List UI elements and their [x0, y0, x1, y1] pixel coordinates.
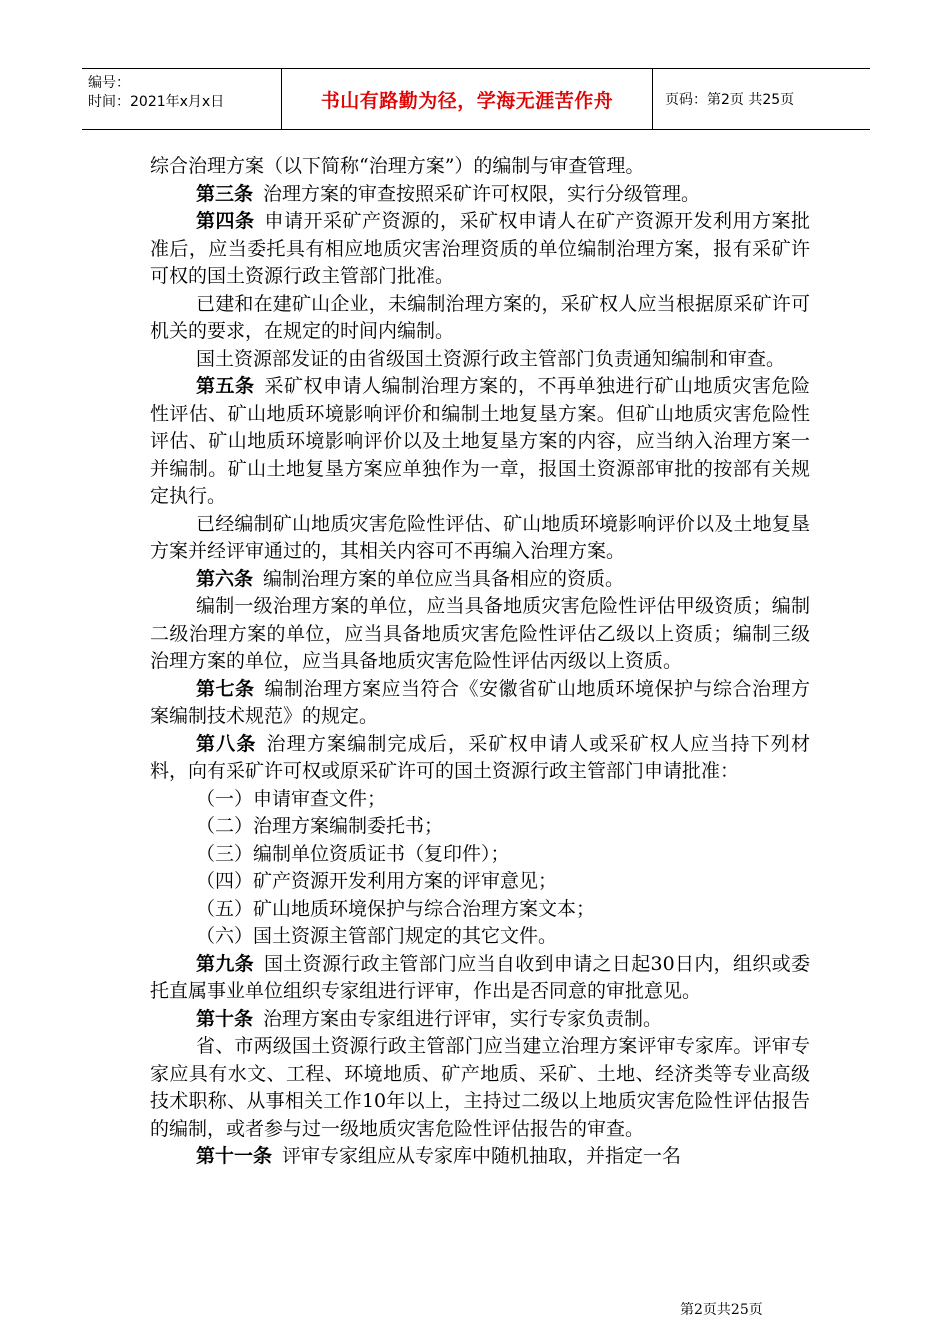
paragraph-text: （四）矿产资源开发利用方案的评审意见；	[196, 870, 558, 892]
paragraph-text: （二）治理方案编制委托书；	[196, 815, 444, 837]
page-footer: 第2页共25页	[680, 1302, 763, 1318]
document-number-label: 编号：	[88, 75, 130, 91]
paragraph-text: 国土资源行政主管部门应当自收到申请之日起30日内，组织或委托直属事业单位组织专家组进行评审，作出是否同意的审批意见。	[150, 952, 810, 1002]
paragraph-text: 治理方案由专家组进行评审，实行专家负责制。	[263, 1007, 663, 1030]
article-number: 第六条	[196, 567, 254, 590]
body-paragraph	[150, 786, 810, 814]
body-paragraph	[150, 813, 810, 841]
document-body	[150, 153, 810, 1171]
paragraph-text: 编制治理方案应当符合《安徽省矿山地质环境保护与综合治理方案编制技术规范》的规定。	[150, 677, 810, 727]
article-number: 第十一条	[196, 1145, 273, 1167]
article-paragraph	[150, 951, 810, 1006]
paragraph-text: （一）申请审查文件；	[196, 787, 387, 810]
paragraph-text: 综合治理方案（以下简称“治理方案”）的编制与审查管理。	[150, 155, 645, 177]
body-paragraph	[150, 923, 810, 951]
body-paragraph	[150, 896, 810, 924]
paragraph-text: 已经编制矿山地质灾害危险性评估、矿山地质环境影响评价以及土地复垦方案并经评审通过的，其相关内容可不再编入治理方案。	[150, 512, 810, 562]
paragraph-text: （三）编制单位资质证书（复印件）；	[196, 842, 510, 865]
header-page-info: 页码：第2页 共25页	[665, 92, 795, 108]
paragraph-text: 采矿权申请人编制治理方案的，不再单独进行矿山地质灾害危险性评估、矿山地质环境影响评价和编制土地复垦方案。但矿山地质灾害危险性评估、矿山地质环境影响评价以及土地复垦方案的内容，应当纳入治理方案一并编制。矿山土地复垦方案应单独作为一章，报国土资源部审批的按部有关规定执行。	[150, 375, 810, 507]
article-paragraph	[150, 208, 810, 291]
paragraph-text: 评审专家组应从专家库中随机抽取，并指定一名	[282, 1145, 682, 1167]
paragraph-text: 治理方案的审查按照采矿许可权限，实行分级管理。	[263, 182, 701, 205]
paragraph-text: （六）国土资源主管部门规定的其它文件。	[196, 925, 558, 947]
article-paragraph	[150, 676, 810, 731]
article-number: 第四条	[196, 210, 255, 232]
article-number: 第十条	[196, 1007, 254, 1030]
article-number: 第八条	[196, 732, 257, 755]
body-paragraph	[150, 291, 810, 346]
paragraph-text: 已建和在建矿山企业，未编制治理方案的，采矿权人应当根据原采矿许可机关的要求，在规定的时间内编制。	[150, 292, 810, 342]
article-paragraph	[150, 181, 810, 209]
article-number: 第九条	[196, 952, 254, 975]
page-header	[82, 68, 870, 130]
body-paragraph	[150, 841, 810, 869]
body-paragraph	[150, 346, 810, 374]
article-number: 第七条	[196, 677, 255, 700]
article-number: 第五条	[196, 375, 255, 397]
document-date: 时间：2021年x月x日	[88, 94, 225, 110]
body-paragraph	[150, 511, 810, 566]
article-paragraph	[150, 731, 810, 786]
article-number: 第三条	[196, 182, 254, 205]
article-paragraph	[150, 1006, 810, 1034]
paragraph-text: 编制一级治理方案的单位，应当具备地质灾害危险性评估甲级资质；编制二级治理方案的单位，应当具备地质灾害危险性评估乙级以上资质；编制三级治理方案的单位，应当具备地质灾害危险性评估丙级以上资质。	[150, 595, 810, 672]
body-paragraph	[150, 153, 810, 181]
article-paragraph	[150, 566, 810, 594]
paragraph-text: 省、市两级国土资源行政主管部门应当建立治理方案评审专家库。评审专家应具有水文、工程、环境地质、矿产地质、采矿、土地、经济类等专业高级技术职称、从事相关工作10年以上，主持过二级以上地质灾害危险性评估报告的编制，或者参与过一级地质灾害危险性评估报告的审查。	[150, 1035, 810, 1140]
body-paragraph	[150, 868, 810, 896]
header-motto: 书山有路勤为径，学海无涯苦作舟	[282, 69, 653, 129]
paragraph-text: 编制治理方案的单位应当具备相应的资质。	[263, 567, 625, 590]
paragraph-text: 治理方案编制完成后，采矿权申请人或采矿权人应当持下列材料，向有采矿许可权或原采矿许可的国土资源行政主管部门申请批准：	[150, 732, 810, 782]
paragraph-text: 申请开采矿产资源的，采矿权申请人在矿产资源开发利用方案批准后，应当委托具有相应地质灾害治理资质的单位编制治理方案，报有采矿许可权的国土资源行政主管部门批准。	[150, 210, 810, 287]
body-paragraph	[150, 1033, 810, 1143]
article-paragraph	[150, 1143, 810, 1171]
paragraph-text: （五）矿山地质环境保护与综合治理方案文本；	[196, 897, 596, 920]
paragraph-text: 国土资源部发证的由省级国土资源行政主管部门负责通知编制和审查。	[196, 347, 786, 370]
header-meta	[82, 69, 282, 129]
body-paragraph	[150, 593, 810, 676]
article-paragraph	[150, 373, 810, 511]
